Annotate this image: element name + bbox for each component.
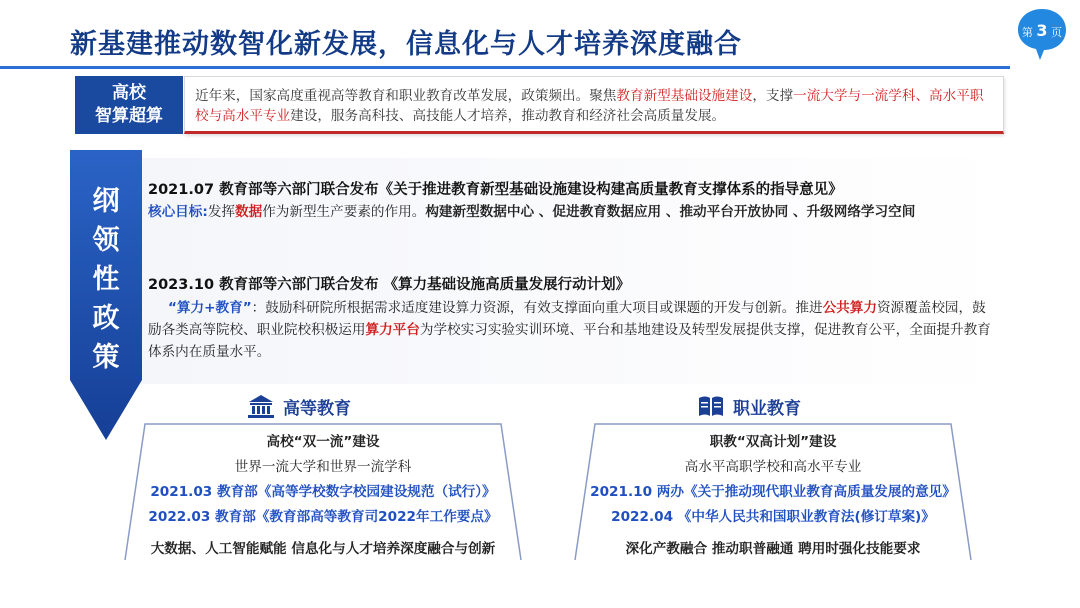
vocational-ed-line-4: 2022.04 《中华人民共和国职业教育法(修订草案)》 <box>611 509 935 525</box>
side-char-1: 纲 <box>92 186 120 217</box>
higher-ed-line-2: 世界一流大学和世界一流学科 <box>234 459 412 475</box>
policy1-text-1: 发挥 <box>207 204 235 220</box>
vocational-ed-line-5: 深化产教融合 推动职普融通 聘用时强化技能要求 <box>625 541 921 557</box>
campus-box-line2: 智算超算 <box>95 106 163 126</box>
page-title: 新基建推动数智化新发展，信息化与人才培养深度融合 <box>70 29 742 60</box>
higher-education-heading <box>247 394 351 419</box>
policy2-body <box>148 297 998 363</box>
policy2-heading: 2023.10 教育部等六部门联合发布 《算力基础设施高质量发展行动计划》 <box>148 277 631 293</box>
policy2-highlight-2: 算力平台 <box>365 322 420 338</box>
higher-ed-line-3: 2021.03 教育部《高等学校数字校园建设规范（试行）》 <box>150 484 496 500</box>
vocational-ed-line-1: 职教“双高计划”建设 <box>709 434 837 450</box>
campus-box-line1: 高校 <box>112 83 146 103</box>
campus-computing-box <box>75 76 183 134</box>
policy2-label: “算力+教育” <box>168 300 252 316</box>
side-char-5: 策 <box>92 342 120 373</box>
intro-text-2: ，支撑 <box>752 88 794 104</box>
policy2-text-3: 为学校实习实验实训环境、平台和基地建设及转型发展提供支撑，促进教育公平，全面提升教育体系内在质量水平。 <box>148 322 991 360</box>
policy1-text-2: 作为新型生产要素的作用。 <box>262 204 426 220</box>
vocational-education-heading <box>697 394 801 419</box>
vocational-ed-line-2: 高水平高职学校和高水平专业 <box>684 459 862 475</box>
side-char-2: 领 <box>92 225 120 256</box>
higher-ed-line-4: 2022.03 教育部《教育部高等教育司2022年工作要点》 <box>148 509 498 525</box>
policy1-highlight: 数据 <box>235 204 263 220</box>
university-building-icon <box>247 394 275 418</box>
policy1-goals: 构建新型数据中心 、促进教育数据应用 、推动平台开放协同 、升级网络学习空间 <box>425 204 916 220</box>
higher-ed-line-1: 高校“双一流”建设 <box>266 434 380 450</box>
intro-highlight-1: 教育新型基础设施建设 <box>616 88 753 104</box>
side-char-4: 政 <box>92 303 120 334</box>
policy1-heading: 2021.07 教育部等六部门联合发布《关于推进教育新型基础设施建设构建高质量教育支撑体系的指导意见》 <box>148 182 843 198</box>
page-suffix: 页 <box>1051 26 1063 39</box>
side-char-3: 性 <box>92 264 120 295</box>
page-prefix: 第 <box>1021 26 1033 39</box>
higher-education-card <box>123 422 523 562</box>
intro-text-1: 近年来，国家高度重视高等教育和职业教育改革发展，政策频出。聚焦 <box>195 88 617 104</box>
title-underline <box>0 66 1010 69</box>
page-number-badge <box>1014 6 1070 56</box>
higher-education-title: 高等教育 <box>283 399 351 419</box>
policy1-body <box>148 201 998 223</box>
intro-paragraph <box>184 76 1004 134</box>
policy2-highlight-1: 公共算力 <box>822 300 877 316</box>
vocational-ed-line-3: 2021.10 两办《关于推动现代职业教育高质量发展的意见》 <box>590 484 956 500</box>
side-banner-label <box>70 182 142 377</box>
open-book-icon <box>697 394 725 418</box>
intro-text-3: 建设，服务高科技、高技能人才培养，推动教育和经济社会高质量发展。 <box>290 108 726 124</box>
vocational-education-card <box>573 422 973 562</box>
policy1-label: 核心目标: <box>148 204 208 220</box>
higher-ed-line-5: 大数据、人工智能赋能 信息化与人才培养深度融合与创新 <box>150 541 496 557</box>
policy2-text-1: ：鼓励科研院所根据需求适度建设算力资源，有效支撑面向重大项目或课题的开发与创新。推进 <box>251 300 823 316</box>
policy2-text-2: 资源覆盖校园，鼓励各类高等院校、职业院校积极运用 <box>148 300 986 338</box>
vocational-education-title: 职业教育 <box>733 399 801 419</box>
intro-highlight-2: 一流大学与一流学科、高水平职校与高水平专业 <box>195 88 984 124</box>
page-number: 3 <box>1036 21 1048 40</box>
